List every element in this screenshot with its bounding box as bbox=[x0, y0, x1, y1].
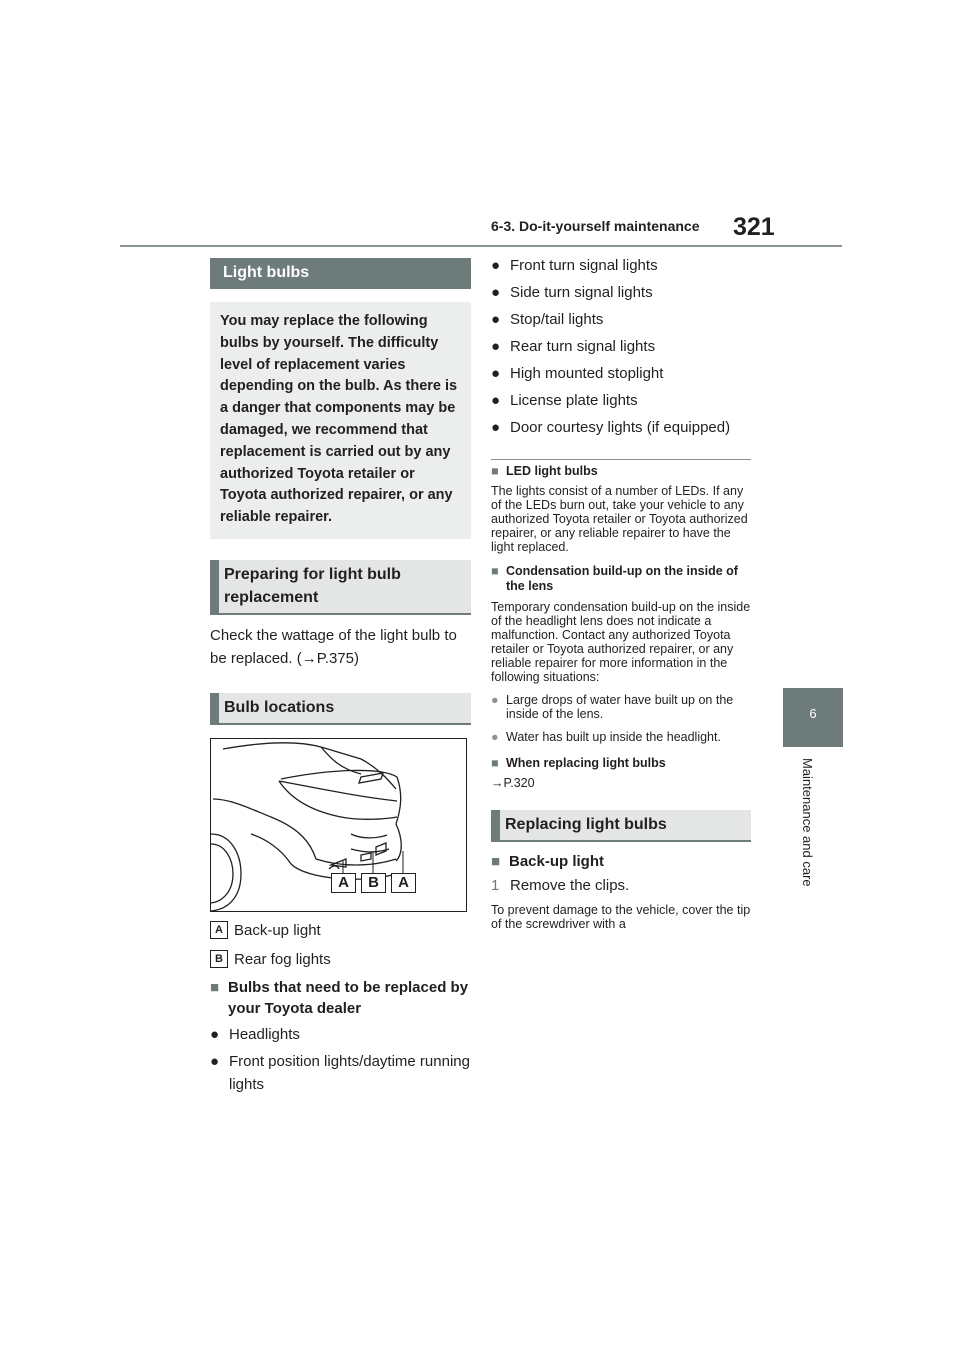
key-text-a: Back-up light bbox=[234, 921, 321, 939]
bullet-icon: ● bbox=[491, 311, 501, 328]
step-number: 1 bbox=[491, 877, 500, 894]
led-text: The lights consist of a number of LEDs. If any of the LEDs burn out, take your vehicle to any authorized Toyota retailer or Toyota authorized repairer, or any reliable repairer to have the light replaced. bbox=[491, 484, 748, 554]
list-item bbox=[491, 308, 751, 331]
list-item bbox=[491, 389, 751, 412]
dealer-bulbs-heading bbox=[210, 977, 471, 1019]
list-item-text: Water has built up inside the headlight. bbox=[506, 730, 721, 744]
section-title: 6-3. Do-it-yourself maintenance bbox=[491, 218, 700, 234]
bulb-locations-heading: Bulb locations bbox=[210, 693, 471, 725]
list-item bbox=[491, 730, 751, 744]
key-text-b: Rear fog lights bbox=[234, 950, 331, 968]
list-item bbox=[210, 1023, 471, 1046]
light-bulbs-heading: Light bulbs bbox=[210, 258, 471, 289]
bullet-icon: ● bbox=[491, 338, 501, 355]
intro-box: You may replace the following bulbs by yourself. The difficulty level of replacement varies depending on the bulb. As there is a danger that components may be damaged, we recommend that replacement is carried out by any authorized Toyota retailer or Toyota authorized repairer, or any reliable repairer. bbox=[210, 302, 471, 539]
step-note: To prevent damage to the vehicle, cover the tip of the screwdriver with a bbox=[491, 903, 751, 931]
led-title: LED light bulbs bbox=[506, 464, 598, 478]
list-item bbox=[491, 362, 751, 385]
left-column bbox=[210, 258, 471, 1096]
bullet-icon: ● bbox=[210, 1052, 220, 1070]
bullet-icon: ● bbox=[491, 419, 501, 436]
list-item-text: Large drops of water have built up on the inside of the lens. bbox=[506, 693, 734, 721]
led-heading bbox=[491, 464, 751, 479]
page-number: 321 bbox=[733, 213, 775, 241]
list-item-text: High mounted stoplight bbox=[510, 365, 664, 382]
list-item-text: Rear turn signal lights bbox=[510, 338, 656, 355]
list-item bbox=[210, 1050, 471, 1096]
condensation-text: Temporary condensation build-up on the inside of the headlight lens does not indicate a malfunction. Contact any authorized Toyota retailer or Toyota authorized repairer, or any reliable repairer for more information in the following situations: bbox=[491, 600, 751, 684]
key-letter-a: A bbox=[210, 921, 228, 939]
condensation-heading bbox=[491, 564, 751, 594]
step-text: Remove the clips. bbox=[510, 877, 630, 894]
list-item-text: Side turn signal lights bbox=[510, 284, 653, 301]
list-item-text: Stop/tail lights bbox=[510, 311, 604, 328]
preparing-heading: Preparing for light bulb replacement bbox=[210, 560, 471, 615]
bullet-icon: ● bbox=[491, 257, 501, 274]
key-back-up-light bbox=[210, 919, 471, 942]
list-item bbox=[491, 693, 751, 721]
list-item-text: Door courtesy lights (if equipped) bbox=[510, 419, 731, 436]
list-item bbox=[491, 335, 751, 358]
chapter-label: Maintenance and care bbox=[800, 758, 815, 887]
chapter-tab[interactable]: 6 bbox=[783, 688, 843, 747]
page-reference-link[interactable]: →P.320 bbox=[491, 776, 535, 790]
key-letter-b: B bbox=[210, 950, 228, 968]
replacing-heading: Replacing light bulbs bbox=[491, 810, 751, 842]
header-divider bbox=[120, 245, 842, 247]
when-replacing-heading bbox=[491, 756, 751, 771]
back-up-light-heading bbox=[491, 851, 751, 872]
list-item bbox=[491, 281, 751, 304]
list-item-text: Front turn signal lights bbox=[510, 257, 658, 274]
circle-bullet-icon: ● bbox=[491, 693, 499, 707]
rear-car-illustration bbox=[210, 738, 467, 912]
figure-label-a-left: A bbox=[331, 873, 356, 893]
preparing-text: Check the wattage of the light bulb to be replaced. (→P.375) bbox=[210, 626, 457, 667]
square-bullet-icon: ■ bbox=[491, 853, 501, 870]
list-item bbox=[491, 416, 751, 439]
square-bullet-icon: ■ bbox=[491, 756, 499, 770]
figure-label-b: B bbox=[361, 873, 386, 893]
key-rear-fog-lights bbox=[210, 948, 471, 971]
list-item-text: Headlights bbox=[229, 1025, 300, 1043]
square-bullet-icon: ■ bbox=[210, 978, 220, 996]
bullet-icon: ● bbox=[491, 284, 501, 301]
list-item bbox=[491, 254, 751, 277]
condensation-title: Condensation build-up on the inside of the lens bbox=[506, 564, 738, 593]
when-replacing-title: When replacing light bulbs bbox=[506, 756, 666, 770]
square-bullet-icon: ■ bbox=[491, 564, 499, 578]
dealer-bulbs-title: Bulbs that need to be replaced by your Toyota dealer bbox=[228, 978, 469, 1017]
step-1 bbox=[491, 874, 751, 897]
bullet-icon: ● bbox=[210, 1025, 220, 1043]
square-bullet-icon: ■ bbox=[491, 464, 499, 478]
circle-bullet-icon: ● bbox=[491, 730, 499, 744]
bullet-icon: ● bbox=[491, 365, 501, 382]
bullet-icon: ● bbox=[491, 392, 501, 409]
list-item-text: Front position lights/daytime running lights bbox=[229, 1052, 470, 1093]
back-up-light-title: Back-up light bbox=[509, 853, 605, 870]
figure-label-a-right: A bbox=[391, 873, 416, 893]
list-item-text: License plate lights bbox=[510, 392, 638, 409]
right-column bbox=[491, 254, 751, 931]
